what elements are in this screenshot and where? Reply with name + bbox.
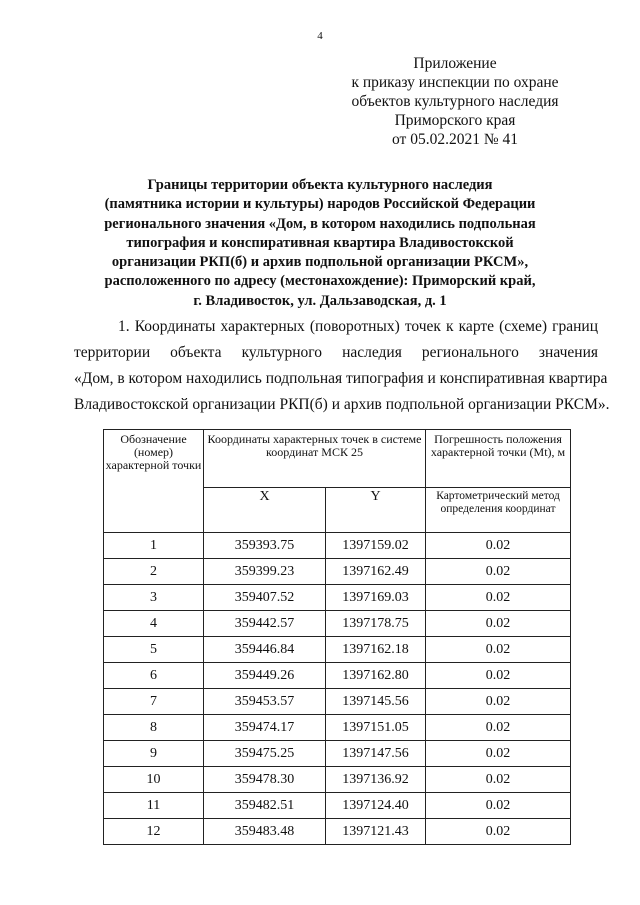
table-row bbox=[104, 559, 571, 585]
point-number-cell: 10 bbox=[104, 767, 204, 793]
error-cell: 0.02 bbox=[426, 637, 571, 663]
appendix-line: к приказу инспекции по охране bbox=[351, 74, 559, 91]
point-number-cell: 11 bbox=[104, 793, 204, 819]
header-x: X bbox=[204, 488, 326, 533]
point-number-cell: 3 bbox=[104, 585, 204, 611]
x-coordinate-cell: 359407.52 bbox=[204, 585, 326, 611]
y-coordinate-cell: 1397147.56 bbox=[326, 741, 426, 767]
table-row bbox=[104, 741, 571, 767]
x-coordinate-cell: 359474.17 bbox=[204, 715, 326, 741]
point-number-cell: 2 bbox=[104, 559, 204, 585]
point-number-cell: 6 bbox=[104, 663, 204, 689]
table-header-row bbox=[104, 430, 571, 488]
title-line: Границы территории объекта культурного наследия bbox=[147, 177, 493, 193]
error-cell: 0.02 bbox=[426, 585, 571, 611]
x-coordinate-cell: 359446.84 bbox=[204, 637, 326, 663]
y-coordinate-cell: 1397178.75 bbox=[326, 611, 426, 637]
y-coordinate-cell: 1397124.40 bbox=[326, 793, 426, 819]
x-coordinate-cell: 359453.57 bbox=[204, 689, 326, 715]
point-number-cell: 9 bbox=[104, 741, 204, 767]
coordinates-paragraph bbox=[74, 314, 610, 418]
appendix-line: Приморского края bbox=[394, 112, 516, 129]
title-line: типография и конспиративная квартира Владивостокской bbox=[126, 234, 514, 251]
x-coordinate-cell: 359393.75 bbox=[204, 533, 326, 559]
header-y: Y bbox=[326, 488, 426, 533]
title-line: регионального значения «Дом, в котором находились подпольная bbox=[104, 215, 536, 232]
paragraph-line: Владивостокской организации РКП(б) и архив подпольной организации РКСМ». bbox=[74, 396, 610, 413]
page-number: 4 bbox=[317, 30, 323, 42]
point-number-cell: 12 bbox=[104, 819, 204, 845]
table-row bbox=[104, 793, 571, 819]
appendix-block bbox=[340, 54, 570, 149]
table-row bbox=[104, 715, 571, 741]
table-row bbox=[104, 663, 571, 689]
title-line: (памятника истории и культуры) народов Российской Федерации bbox=[104, 196, 536, 213]
error-cell: 0.02 bbox=[426, 793, 571, 819]
appendix-line: от 05.02.2021 № 41 bbox=[392, 131, 518, 148]
point-number-cell: 8 bbox=[104, 715, 204, 741]
error-cell: 0.02 bbox=[426, 559, 571, 585]
appendix-line: объектов культурного наследия bbox=[351, 93, 559, 110]
error-cell: 0.02 bbox=[426, 819, 571, 845]
error-cell: 0.02 bbox=[426, 689, 571, 715]
point-number-cell: 1 bbox=[104, 533, 204, 559]
paragraph-line: «Дом, в котором находились подпольная типография и конспиративная квартира bbox=[74, 370, 608, 387]
error-cell: 0.02 bbox=[426, 741, 571, 767]
error-cell: 0.02 bbox=[426, 663, 571, 689]
title-line: организации РКП(б) и архив подпольной организации РКСМ», bbox=[111, 254, 529, 271]
point-number-cell: 4 bbox=[104, 611, 204, 637]
y-coordinate-cell: 1397121.43 bbox=[326, 819, 426, 845]
x-coordinate-cell: 359475.25 bbox=[204, 741, 326, 767]
document-title bbox=[40, 176, 600, 311]
title-line: расположенного по адресу (местонахождение): Приморский край, bbox=[104, 273, 536, 290]
y-coordinate-cell: 1397162.49 bbox=[326, 559, 426, 585]
error-cell: 0.02 bbox=[426, 767, 571, 793]
error-cell: 0.02 bbox=[426, 715, 571, 741]
error-cell: 0.02 bbox=[426, 611, 571, 637]
error-cell: 0.02 bbox=[426, 533, 571, 559]
title-line: г. Владивосток, ул. Дальзаводская, д. 1 bbox=[193, 292, 447, 309]
y-coordinate-cell: 1397169.03 bbox=[326, 585, 426, 611]
table-row bbox=[104, 611, 571, 637]
point-number-cell: 5 bbox=[104, 637, 204, 663]
header-method: Картометрический метод определения координат bbox=[426, 488, 571, 533]
table-row bbox=[104, 533, 571, 559]
header-coords: Координаты характерных точек в системе координат МСК 25 bbox=[204, 430, 426, 488]
table-row bbox=[104, 767, 571, 793]
table-row bbox=[104, 637, 571, 663]
x-coordinate-cell: 359442.57 bbox=[204, 611, 326, 637]
y-coordinate-cell: 1397162.80 bbox=[326, 663, 426, 689]
x-coordinate-cell: 359483.48 bbox=[204, 819, 326, 845]
x-coordinate-cell: 359482.51 bbox=[204, 793, 326, 819]
paragraph-line: территории объекта культурного наследия регионального значения bbox=[74, 344, 598, 361]
paragraph-line: 1. Координаты характерных (поворотных) точек к карте (схеме) границ bbox=[118, 318, 598, 335]
y-coordinate-cell: 1397162.18 bbox=[326, 637, 426, 663]
table-row bbox=[104, 819, 571, 845]
y-coordinate-cell: 1397136.92 bbox=[326, 767, 426, 793]
x-coordinate-cell: 359478.30 bbox=[204, 767, 326, 793]
x-coordinate-cell: 359399.23 bbox=[204, 559, 326, 585]
y-coordinate-cell: 1397151.05 bbox=[326, 715, 426, 741]
table-row bbox=[104, 585, 571, 611]
x-coordinate-cell: 359449.26 bbox=[204, 663, 326, 689]
point-number-cell: 7 bbox=[104, 689, 204, 715]
table-row bbox=[104, 689, 571, 715]
header-error: Погрешность положения характерной точки (Mt), м bbox=[426, 430, 571, 488]
coordinates-table bbox=[103, 429, 571, 845]
appendix-line: Приложение bbox=[413, 55, 497, 72]
y-coordinate-cell: 1397145.56 bbox=[326, 689, 426, 715]
header-point: Обозначение (номер) характерной точки bbox=[104, 430, 204, 533]
y-coordinate-cell: 1397159.02 bbox=[326, 533, 426, 559]
